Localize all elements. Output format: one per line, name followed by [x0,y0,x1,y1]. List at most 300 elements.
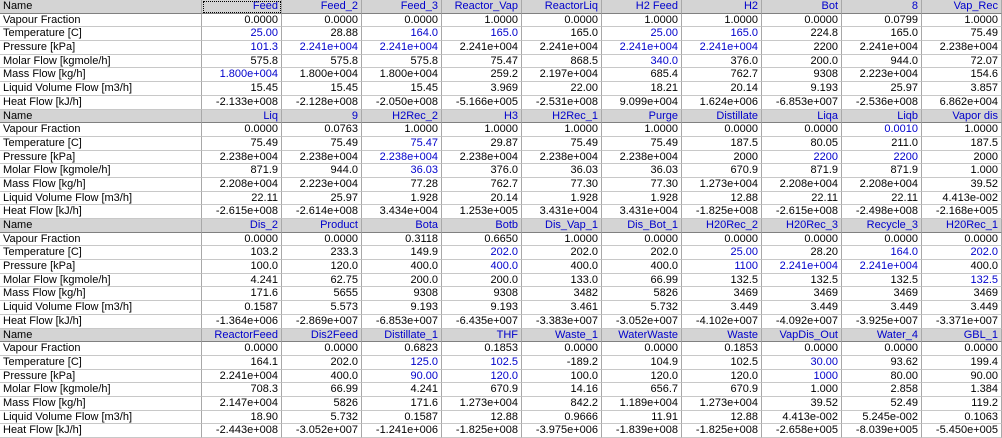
value-cell[interactable]: 102.5 [682,356,762,370]
stream-name-cell[interactable]: WaterWaste [602,329,682,343]
row-label[interactable]: Name [0,329,202,343]
value-cell[interactable]: 0.0000 [202,123,282,137]
value-cell[interactable]: 1.0000 [442,14,522,28]
value-cell[interactable]: 400.0 [282,370,362,384]
row-label[interactable]: Heat Flow [kJ/h] [0,205,202,219]
row-label[interactable]: Liquid Volume Flow [m3/h] [0,82,202,96]
value-cell[interactable]: 20.14 [442,192,522,206]
stream-name-cell[interactable]: Feed_2 [282,0,362,14]
value-cell[interactable]: 1.0000 [682,14,762,28]
value-cell[interactable]: -2.128e+008 [282,96,362,110]
value-cell[interactable]: 4.413e-002 [762,411,842,425]
row-label[interactable]: Pressure [kPa] [0,41,202,55]
value-cell[interactable]: 2.241e+004 [842,41,922,55]
value-cell[interactable]: 3.449 [762,301,842,315]
value-cell[interactable]: 1.273e+004 [682,178,762,192]
value-cell[interactable]: 233.3 [282,246,362,260]
value-cell[interactable]: 0.1853 [682,342,762,356]
value-cell[interactable]: 376.0 [682,55,762,69]
value-cell[interactable]: 5.245e-002 [842,411,922,425]
row-label[interactable]: Heat Flow [kJ/h] [0,315,202,329]
value-cell[interactable]: 0.3118 [362,233,442,247]
value-cell[interactable]: 36.03 [362,164,442,178]
value-cell[interactable]: 2.238e+004 [282,151,362,165]
value-cell[interactable]: 165.0 [682,27,762,41]
value-cell[interactable]: 0.6823 [362,342,442,356]
value-cell[interactable]: 75.49 [602,137,682,151]
value-cell[interactable]: -3.052e+007 [282,424,362,438]
value-cell[interactable]: 75.47 [362,137,442,151]
value-cell[interactable]: 1.0000 [442,123,522,137]
stream-name-cell[interactable]: Dis2Feed [282,329,362,343]
value-cell[interactable]: 187.5 [922,137,1002,151]
value-cell[interactable]: 5826 [282,397,362,411]
value-cell[interactable]: 3.434e+004 [362,205,442,219]
value-cell[interactable]: 0.0000 [842,233,922,247]
value-cell[interactable]: 0.0000 [922,342,1002,356]
stream-name-cell[interactable]: VapDis_Out [762,329,842,343]
value-cell[interactable]: -8.039e+005 [842,424,922,438]
value-cell[interactable]: -2.531e+008 [522,96,602,110]
value-cell[interactable]: 2.223e+004 [282,178,362,192]
value-cell[interactable]: 1.000 [762,383,842,397]
value-cell[interactable]: 125.0 [362,356,442,370]
row-label[interactable]: Mass Flow [kg/h] [0,68,202,82]
row-label[interactable]: Heat Flow [kJ/h] [0,96,202,110]
value-cell[interactable]: 2.241e+004 [362,41,442,55]
row-label[interactable]: Pressure [kPa] [0,151,202,165]
value-cell[interactable]: -2.658e+005 [762,424,842,438]
value-cell[interactable]: 28.88 [282,27,362,41]
value-cell[interactable]: 0.0000 [762,233,842,247]
stream-name-cell[interactable]: Recycle_3 [842,219,922,233]
value-cell[interactable]: -1.364e+006 [202,315,282,329]
value-cell[interactable]: 6.862e+004 [922,96,1002,110]
value-cell[interactable]: 868.5 [522,55,602,69]
stream-name-cell[interactable]: THF [442,329,522,343]
value-cell[interactable]: 1.189e+004 [602,397,682,411]
value-cell[interactable]: 0.0000 [282,14,362,28]
stream-name-cell[interactable]: Water_4 [842,329,922,343]
value-cell[interactable]: -6.853e+007 [762,96,842,110]
value-cell[interactable]: 0.0000 [202,233,282,247]
value-cell[interactable]: 871.9 [762,164,842,178]
row-label[interactable]: Mass Flow [kg/h] [0,397,202,411]
value-cell[interactable]: 944.0 [282,164,362,178]
value-cell[interactable]: 3469 [682,287,762,301]
value-cell[interactable]: 154.6 [922,68,1002,82]
stream-name-cell[interactable]: Liqa [762,110,842,124]
value-cell[interactable]: 4.241 [362,383,442,397]
value-cell[interactable]: 104.9 [602,356,682,370]
value-cell[interactable]: 20.14 [682,82,762,96]
value-cell[interactable]: 200.0 [442,274,522,288]
value-cell[interactable]: 1.800e+004 [362,68,442,82]
value-cell[interactable]: 0.1587 [362,411,442,425]
value-cell[interactable]: 12.88 [442,411,522,425]
value-cell[interactable]: 400.0 [362,260,442,274]
value-cell[interactable]: 575.8 [202,55,282,69]
value-cell[interactable]: 376.0 [442,164,522,178]
value-cell[interactable]: 575.8 [282,55,362,69]
value-cell[interactable]: 2.223e+004 [842,68,922,82]
value-cell[interactable]: 77.30 [522,178,602,192]
value-cell[interactable]: 2200 [762,41,842,55]
value-cell[interactable]: 4.413e-002 [922,192,1002,206]
value-cell[interactable]: 2.147e+004 [202,397,282,411]
row-label[interactable]: Vapour Fraction [0,14,202,28]
value-cell[interactable]: 871.9 [842,164,922,178]
value-cell[interactable]: 75.49 [282,137,362,151]
value-cell[interactable]: 1.0000 [922,14,1002,28]
value-cell[interactable]: 120.0 [282,260,362,274]
value-cell[interactable]: 1.253e+005 [442,205,522,219]
value-cell[interactable]: 3.431e+004 [602,205,682,219]
row-label[interactable]: Vapour Fraction [0,123,202,137]
value-cell[interactable]: 708.3 [202,383,282,397]
value-cell[interactable]: 0.0000 [202,342,282,356]
value-cell[interactable]: 0.9666 [522,411,602,425]
stream-name-cell[interactable]: ReactorFeed [202,329,282,343]
value-cell[interactable]: 2.241e+004 [202,370,282,384]
value-cell[interactable]: 1.800e+004 [202,68,282,82]
value-cell[interactable]: 15.45 [362,82,442,96]
value-cell[interactable]: -3.975e+006 [522,424,602,438]
value-cell[interactable]: 2.241e+004 [762,260,842,274]
stream-name-cell[interactable]: Reactor_Vap [442,0,522,14]
value-cell[interactable]: 9308 [442,287,522,301]
value-cell[interactable]: 0.0799 [842,14,922,28]
value-cell[interactable]: 9.193 [762,82,842,96]
value-cell[interactable]: 0.0000 [282,342,362,356]
value-cell[interactable]: 0.0000 [682,233,762,247]
value-cell[interactable]: 0.0000 [762,342,842,356]
value-cell[interactable]: 171.6 [202,287,282,301]
value-cell[interactable]: 259.2 [442,68,522,82]
stream-name-cell[interactable]: GBL_1 [922,329,1002,343]
value-cell[interactable]: 1.273e+004 [682,397,762,411]
value-cell[interactable]: -2.869e+007 [282,315,362,329]
value-cell[interactable]: 2200 [842,151,922,165]
value-cell[interactable]: 2.241e+004 [522,41,602,55]
value-cell[interactable]: 1.0000 [602,14,682,28]
stream-name-cell[interactable]: H2Rec_2 [362,110,442,124]
value-cell[interactable]: 5.732 [602,301,682,315]
value-cell[interactable]: 670.9 [682,383,762,397]
value-cell[interactable]: 102.5 [442,356,522,370]
value-cell[interactable]: 80.00 [842,370,922,384]
value-cell[interactable]: 2.238e+004 [922,41,1002,55]
value-cell[interactable]: 842.2 [522,397,602,411]
value-cell[interactable]: 9.099e+004 [602,96,682,110]
stream-name-cell[interactable]: Bot [762,0,842,14]
value-cell[interactable]: 944.0 [842,55,922,69]
value-cell[interactable]: 2000 [682,151,762,165]
value-cell[interactable]: 5655 [282,287,362,301]
value-cell[interactable]: 3482 [522,287,602,301]
row-label[interactable]: Molar Flow [kgmole/h] [0,274,202,288]
value-cell[interactable]: 3469 [762,287,842,301]
row-label[interactable]: Temperature [C] [0,356,202,370]
value-cell[interactable]: -6.435e+007 [442,315,522,329]
value-cell[interactable]: 22.11 [202,192,282,206]
value-cell[interactable]: 685.4 [602,68,682,82]
value-cell[interactable]: 3.857 [922,82,1002,96]
value-cell[interactable]: 5.573 [282,301,362,315]
value-cell[interactable]: 3469 [922,287,1002,301]
value-cell[interactable]: -2.050e+008 [362,96,442,110]
value-cell[interactable]: -5.166e+005 [442,96,522,110]
value-cell[interactable]: 656.7 [602,383,682,397]
value-cell[interactable]: 871.9 [202,164,282,178]
value-cell[interactable]: 1.800e+004 [282,68,362,82]
value-cell[interactable]: 0.6650 [442,233,522,247]
value-cell[interactable]: 18.21 [602,82,682,96]
stream-name-cell[interactable]: H20Rec_1 [922,219,1002,233]
stream-name-cell[interactable]: Vap_Rec [922,0,1002,14]
stream-name-cell[interactable]: H2 [682,0,762,14]
value-cell[interactable]: 0.1853 [442,342,522,356]
stream-name-cell[interactable]: Product [282,219,362,233]
value-cell[interactable]: 0.0000 [202,14,282,28]
value-cell[interactable]: -1.839e+008 [602,424,682,438]
stream-name-cell[interactable]: Waste_1 [522,329,602,343]
stream-name-cell[interactable]: H3 [442,110,522,124]
value-cell[interactable]: 4.241 [202,274,282,288]
value-cell[interactable]: 1100 [682,260,762,274]
stream-name-cell[interactable]: Feed [202,0,282,14]
value-cell[interactable]: 1.0000 [362,123,442,137]
value-cell[interactable]: 39.52 [762,397,842,411]
stream-name-cell[interactable]: 9 [282,110,362,124]
value-cell[interactable]: 119.2 [922,397,1002,411]
value-cell[interactable]: 120.0 [602,370,682,384]
value-cell[interactable]: 165.0 [842,27,922,41]
value-cell[interactable]: 0.0000 [602,233,682,247]
value-cell[interactable]: 11.91 [602,411,682,425]
value-cell[interactable]: 77.30 [602,178,682,192]
value-cell[interactable]: 22.11 [842,192,922,206]
value-cell[interactable]: 3.461 [522,301,602,315]
row-label[interactable]: Heat Flow [kJ/h] [0,424,202,438]
value-cell[interactable]: 22.11 [762,192,842,206]
value-cell[interactable]: 1.928 [362,192,442,206]
value-cell[interactable]: 0.0000 [362,14,442,28]
value-cell[interactable]: 2.238e+004 [522,151,602,165]
value-cell[interactable]: 9308 [362,287,442,301]
row-label[interactable]: Molar Flow [kgmole/h] [0,383,202,397]
value-cell[interactable]: 2.238e+004 [442,151,522,165]
value-cell[interactable]: 1.0000 [922,123,1002,137]
row-label[interactable]: Vapour Fraction [0,342,202,356]
row-label[interactable]: Molar Flow [kgmole/h] [0,164,202,178]
value-cell[interactable]: -1.825e+008 [442,424,522,438]
value-cell[interactable]: -2.614e+008 [282,205,362,219]
value-cell[interactable]: -2.615e+008 [202,205,282,219]
value-cell[interactable]: 2.858 [842,383,922,397]
value-cell[interactable]: 164.0 [362,27,442,41]
value-cell[interactable]: 1.0000 [602,123,682,137]
value-cell[interactable]: 400.0 [522,260,602,274]
value-cell[interactable]: 762.7 [682,68,762,82]
value-cell[interactable]: 0.0000 [282,233,362,247]
value-cell[interactable]: 14.16 [522,383,602,397]
value-cell[interactable]: 25.00 [602,27,682,41]
stream-name-cell[interactable]: Distillate [682,110,762,124]
value-cell[interactable]: 1.0000 [522,233,602,247]
value-cell[interactable]: 164.0 [842,246,922,260]
value-cell[interactable]: 0.0000 [522,342,602,356]
value-cell[interactable]: 12.88 [682,411,762,425]
value-cell[interactable]: 199.4 [922,356,1002,370]
value-cell[interactable]: 0.0763 [282,123,362,137]
value-cell[interactable]: 0.0000 [762,14,842,28]
value-cell[interactable]: 90.00 [362,370,442,384]
value-cell[interactable]: 0.0000 [762,123,842,137]
row-label[interactable]: Liquid Volume Flow [m3/h] [0,192,202,206]
value-cell[interactable]: 0.0000 [682,123,762,137]
value-cell[interactable]: 66.99 [282,383,362,397]
stream-name-cell[interactable]: ReactorLiq [522,0,602,14]
value-cell[interactable]: 0.0000 [522,14,602,28]
value-cell[interactable]: 22.00 [522,82,602,96]
value-cell[interactable]: 2.208e+004 [842,178,922,192]
value-cell[interactable]: 2.241e+004 [602,41,682,55]
value-cell[interactable]: 132.5 [762,274,842,288]
row-label[interactable]: Vapour Fraction [0,233,202,247]
value-cell[interactable]: 2.241e+004 [682,41,762,55]
stream-name-cell[interactable]: Dis_2 [202,219,282,233]
value-cell[interactable]: -2.615e+008 [762,205,842,219]
value-cell[interactable]: 72.07 [922,55,1002,69]
row-label[interactable]: Pressure [kPa] [0,370,202,384]
value-cell[interactable]: 18.90 [202,411,282,425]
value-cell[interactable]: 132.5 [682,274,762,288]
value-cell[interactable]: 132.5 [922,274,1002,288]
value-cell[interactable]: 36.03 [602,164,682,178]
stream-name-cell[interactable]: Waste [682,329,762,343]
stream-name-cell[interactable]: Botb [442,219,522,233]
value-cell[interactable]: 1.928 [522,192,602,206]
value-cell[interactable]: -2.168e+005 [922,205,1002,219]
value-cell[interactable]: 670.9 [442,383,522,397]
value-cell[interactable]: 75.47 [442,55,522,69]
value-cell[interactable]: 0.1063 [922,411,1002,425]
value-cell[interactable]: -1.241e+006 [362,424,442,438]
stream-name-cell[interactable]: Bota [362,219,442,233]
value-cell[interactable]: 132.5 [842,274,922,288]
value-cell[interactable]: 39.52 [922,178,1002,192]
value-cell[interactable]: 9308 [762,68,842,82]
value-cell[interactable]: 2.238e+004 [362,151,442,165]
value-cell[interactable]: 0.0010 [842,123,922,137]
row-label[interactable]: Liquid Volume Flow [m3/h] [0,411,202,425]
value-cell[interactable]: 400.0 [442,260,522,274]
value-cell[interactable]: 200.0 [762,55,842,69]
value-cell[interactable]: 0.0000 [922,233,1002,247]
stream-name-cell[interactable]: Distillate_1 [362,329,442,343]
value-cell[interactable]: 62.75 [282,274,362,288]
value-cell[interactable]: 202.0 [522,246,602,260]
value-cell[interactable]: 400.0 [602,260,682,274]
value-cell[interactable]: 0.0000 [842,342,922,356]
value-cell[interactable]: 100.0 [522,370,602,384]
value-cell[interactable]: -3.925e+007 [842,315,922,329]
value-cell[interactable]: 165.0 [522,27,602,41]
value-cell[interactable]: 29.87 [442,137,522,151]
value-cell[interactable]: 1000 [762,370,842,384]
value-cell[interactable]: -6.853e+007 [362,315,442,329]
value-cell[interactable]: 75.49 [522,137,602,151]
value-cell[interactable]: -189.2 [522,356,602,370]
value-cell[interactable]: 762.7 [442,178,522,192]
value-cell[interactable]: 1.624e+006 [682,96,762,110]
value-cell[interactable]: 28.20 [762,246,842,260]
value-cell[interactable]: 1.000 [922,164,1002,178]
value-cell[interactable]: 80.05 [762,137,842,151]
row-label[interactable]: Mass Flow [kg/h] [0,287,202,301]
value-cell[interactable]: 149.9 [362,246,442,260]
value-cell[interactable]: 400.0 [922,260,1002,274]
stream-name-cell[interactable]: H20Rec_2 [682,219,762,233]
value-cell[interactable]: 15.45 [202,82,282,96]
value-cell[interactable]: 75.49 [922,27,1002,41]
value-cell[interactable]: 3.449 [842,301,922,315]
stream-name-cell[interactable]: Dis_Vap_1 [522,219,602,233]
value-cell[interactable]: 1.928 [602,192,682,206]
value-cell[interactable]: 100.0 [202,260,282,274]
stream-name-cell[interactable]: Purge [602,110,682,124]
value-cell[interactable]: 25.00 [682,246,762,260]
value-cell[interactable]: 25.00 [202,27,282,41]
value-cell[interactable]: 2.241e+004 [282,41,362,55]
stream-name-cell[interactable]: H2 Feed [602,0,682,14]
stream-name-cell[interactable]: Dis_Bot_1 [602,219,682,233]
value-cell[interactable]: 1.384 [922,383,1002,397]
row-label[interactable]: Name [0,219,202,233]
row-label[interactable]: Name [0,0,202,14]
value-cell[interactable]: 2.241e+004 [442,41,522,55]
value-cell[interactable]: 2200 [762,151,842,165]
value-cell[interactable]: -4.092e+007 [762,315,842,329]
value-cell[interactable]: 3.449 [682,301,762,315]
value-cell[interactable]: 15.45 [282,82,362,96]
value-cell[interactable]: 75.49 [202,137,282,151]
stream-name-cell[interactable]: H20Rec_3 [762,219,842,233]
row-label[interactable]: Temperature [C] [0,246,202,260]
row-label[interactable]: Temperature [C] [0,27,202,41]
value-cell[interactable]: -4.102e+007 [682,315,762,329]
value-cell[interactable]: 9.193 [442,301,522,315]
value-cell[interactable]: 1.0000 [522,123,602,137]
stream-name-cell[interactable]: Vapor dis [922,110,1002,124]
value-cell[interactable]: 52.49 [842,397,922,411]
value-cell[interactable]: 120.0 [442,370,522,384]
value-cell[interactable]: 575.8 [362,55,442,69]
value-cell[interactable]: 202.0 [922,246,1002,260]
value-cell[interactable]: -2.133e+008 [202,96,282,110]
value-cell[interactable]: -5.450e+005 [922,424,1002,438]
value-cell[interactable]: 340.0 [602,55,682,69]
value-cell[interactable]: 9.193 [362,301,442,315]
value-cell[interactable]: 211.0 [842,137,922,151]
value-cell[interactable]: 30.00 [762,356,842,370]
value-cell[interactable]: 12.88 [682,192,762,206]
value-cell[interactable]: 25.97 [282,192,362,206]
value-cell[interactable]: 0.1587 [202,301,282,315]
value-cell[interactable]: 3.969 [442,82,522,96]
value-cell[interactable]: 3.449 [922,301,1002,315]
